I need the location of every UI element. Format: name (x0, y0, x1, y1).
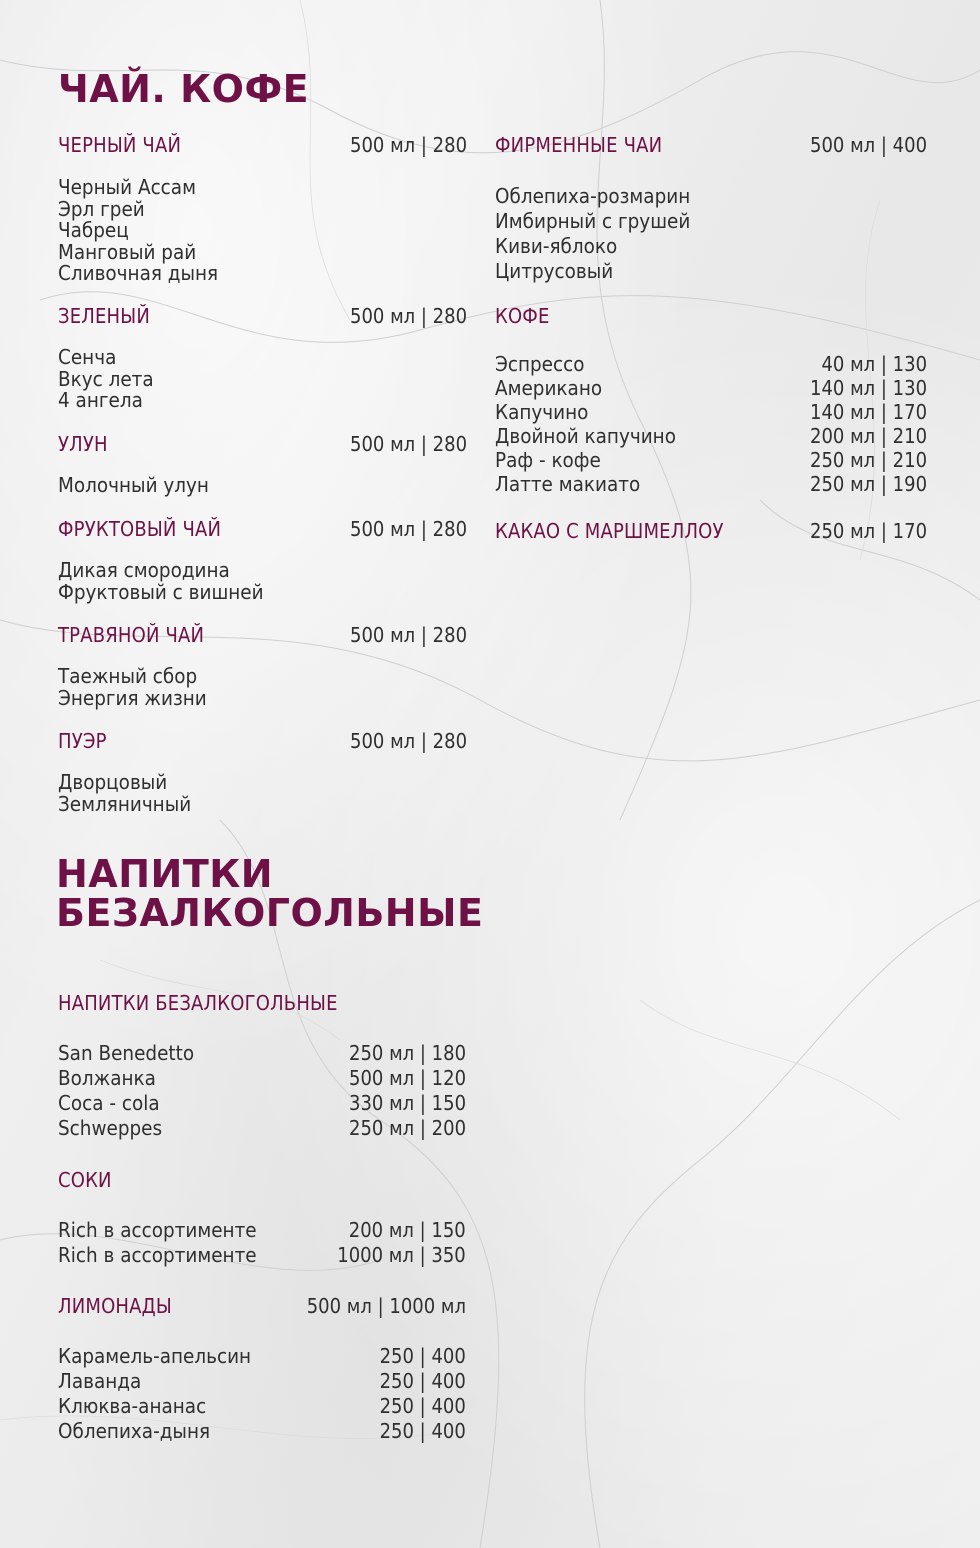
list-item: Энергия жизни (58, 685, 207, 710)
list-item: Молочный улун (58, 473, 209, 497)
category-oolong: УЛУН (58, 432, 108, 456)
list-item: Сенча (58, 345, 117, 369)
list-item: Сливочная дыня (58, 261, 219, 285)
list-item: Таежный сбор (58, 664, 198, 688)
list-item: San Benedetto (58, 1041, 195, 1065)
price-herbal-tea: 500 мл | 280 (349, 623, 467, 647)
list-oolong (58, 475, 209, 497)
list-item: Латте макиато (495, 472, 641, 496)
item-price: 250 мл | 180 (348, 1041, 466, 1065)
category-puer: ПУЭР (58, 729, 107, 753)
price-green-tea: 500 мл | 280 (349, 304, 467, 328)
category-fruit-tea: ФРУКТОВЫЙ ЧАЙ (58, 517, 222, 541)
list-lemonades-prices (380, 1344, 466, 1444)
list-item: Цитрусовый (495, 259, 614, 283)
list-item: Эрл грей (58, 196, 145, 221)
item-price: 250 | 400 (379, 1369, 466, 1393)
list-herbal-tea (58, 666, 207, 709)
list-item: Волжанка (58, 1066, 156, 1090)
price-lemonades: 500 мл | 1000 мл (306, 1294, 466, 1318)
list-item: Американо (495, 376, 603, 400)
price-signature-tea: 500 мл | 400 (809, 133, 927, 157)
item-price: 500 мл | 120 (348, 1066, 466, 1090)
category-green-tea: ЗЕЛЕНЫЙ (58, 304, 150, 328)
list-item: 4 ангела (58, 388, 143, 412)
list-item: Фруктовый с вишней (58, 579, 264, 604)
category-lemonades: ЛИМОНАДЫ (58, 1294, 172, 1318)
list-item: Чабрец (58, 218, 129, 242)
list-item: Schweppes (58, 1116, 163, 1140)
item-price: 250 мл | 200 (348, 1116, 466, 1140)
list-item: Земляничный (58, 791, 192, 816)
list-item: Облепиха-дыня (58, 1419, 211, 1443)
category-coffee: КОФЕ (495, 304, 550, 328)
list-item: Rich в ассортименте (58, 1218, 257, 1242)
item-price: 250 мл | 210 (809, 448, 927, 472)
list-fruit-tea (58, 560, 264, 603)
item-price: 1000 мл | 350 (337, 1243, 466, 1267)
category-signature-tea: ФИРМЕННЫЕ ЧАИ (495, 133, 663, 157)
list-juices-prices (338, 1218, 466, 1268)
list-item: Облепиха-розмарин (495, 184, 691, 208)
list-item: Карамель-апельсин (58, 1344, 252, 1368)
category-herbal-tea: ТРАВЯНОЙ ЧАЙ (58, 623, 205, 647)
item-price: 250 | 400 (379, 1394, 466, 1418)
price-puer: 500 мл | 280 (349, 729, 467, 753)
section-title-tea-coffee: ЧАЙ. КОФЕ (58, 67, 310, 111)
list-item: Клюква-ананас (58, 1394, 207, 1418)
category-juices: СОКИ (58, 1168, 112, 1192)
item-price: 200 мл | 150 (348, 1218, 466, 1242)
category-black-tea: ЧЕРНЫЙ ЧАЙ (58, 133, 182, 157)
list-lemonades (58, 1344, 251, 1444)
item-price: 250 | 400 (379, 1344, 466, 1368)
list-coffee (495, 352, 676, 496)
list-green-tea (58, 347, 154, 412)
list-soft-drinks (58, 1041, 194, 1141)
item-price: 140 мл | 130 (809, 376, 927, 400)
list-item: Вкус лета (58, 366, 154, 391)
list-black-tea (58, 177, 218, 285)
list-item: Лаванда (58, 1369, 142, 1393)
list-item: Киви-яблоко (495, 234, 618, 258)
list-item: Манговый рай (58, 239, 197, 264)
price-cocoa: 250 мл | 170 (809, 519, 927, 543)
list-signature-tea (495, 184, 690, 284)
list-coffee-prices (810, 352, 927, 496)
list-item: Дворцовый (58, 770, 168, 794)
item-price: 250 мл | 190 (809, 472, 927, 496)
item-price: 200 мл | 210 (809, 424, 927, 448)
list-item: Имбирный с грушей (495, 209, 691, 233)
category-cocoa: КАКАО С МАРШМЕЛЛОУ (495, 519, 724, 543)
list-item: Coca - cola (58, 1091, 160, 1115)
item-price: 250 | 400 (379, 1419, 466, 1443)
section-title-soft-drinks-line1: НАПИТКИ (56, 852, 274, 896)
item-price: 330 мл | 150 (348, 1091, 466, 1115)
list-item: Дикая смородина (58, 558, 230, 582)
item-price: 40 мл | 130 (821, 352, 927, 376)
list-soft-drinks-prices (349, 1041, 466, 1141)
list-puer (58, 772, 191, 815)
list-juices (58, 1218, 257, 1268)
list-item: Rich в ассортименте (58, 1243, 257, 1267)
price-oolong: 500 мл | 280 (349, 432, 467, 456)
list-item: Эспрессо (495, 352, 585, 376)
list-item: Двойной капучино (495, 424, 676, 448)
price-black-tea: 500 мл | 280 (349, 133, 467, 157)
category-soft-drinks: НАПИТКИ БЕЗАЛКОГОЛЬНЫЕ (58, 991, 338, 1015)
section-title-soft-drinks-line2: БЕЗАЛКОГОЛЬНЫЕ (56, 891, 484, 935)
price-fruit-tea: 500 мл | 280 (349, 517, 467, 541)
item-price: 140 мл | 170 (809, 400, 927, 424)
list-item: Черный Ассам (58, 175, 196, 199)
list-item: Раф - кофе (495, 448, 601, 472)
list-item: Капучино (495, 400, 589, 424)
